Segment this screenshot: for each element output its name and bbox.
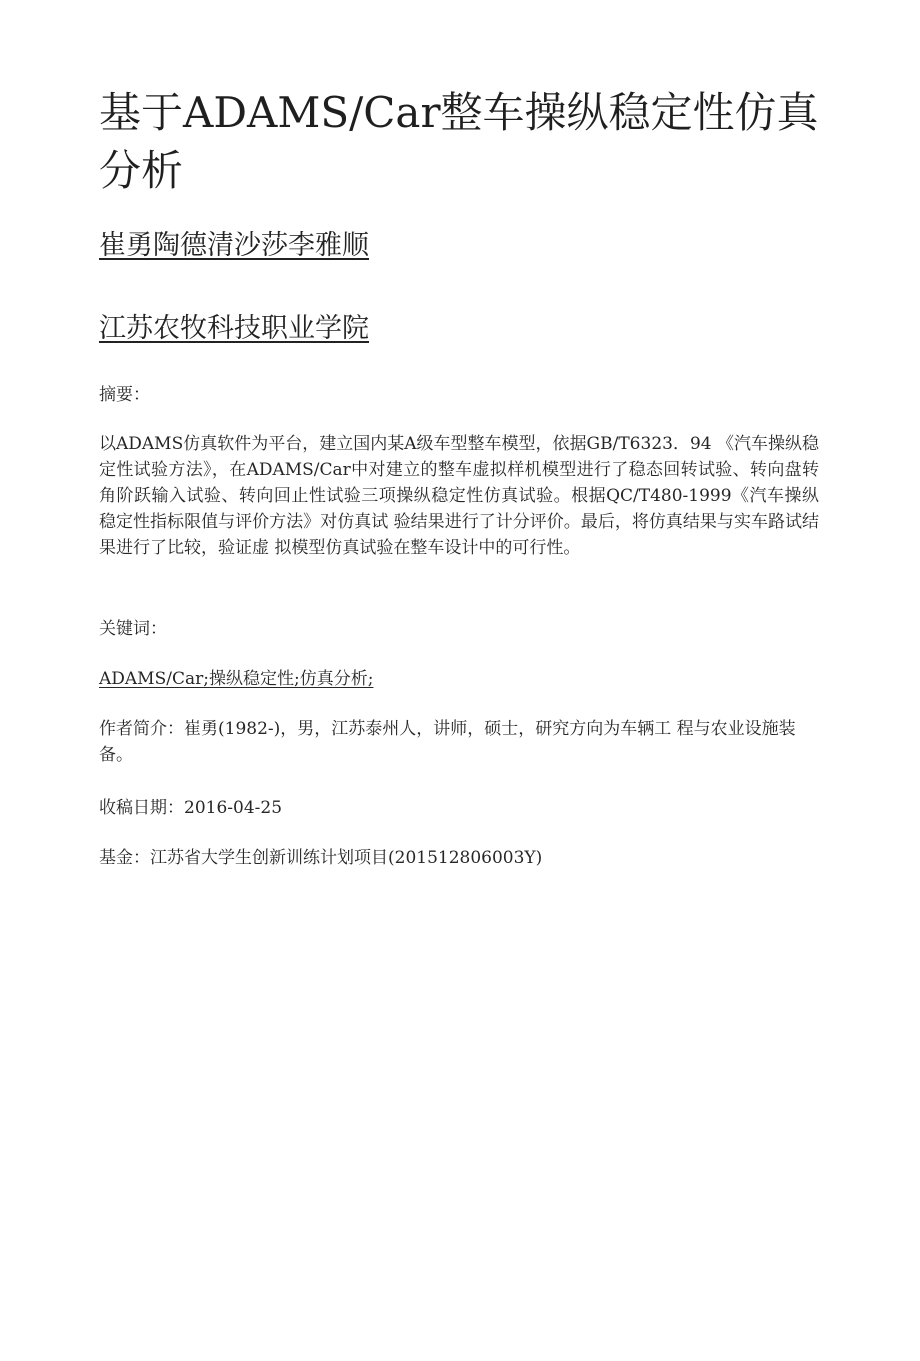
received-date: 收稿日期：2016-04-25 bbox=[99, 798, 283, 818]
abstract-label: 摘要： bbox=[99, 385, 150, 405]
affiliation[interactable]: 江苏农牧科技职业学院 bbox=[99, 313, 369, 344]
author-intro: 作者简介：崔勇(1982-)，男，江苏泰州人，讲师，硕士，研究方向为车辆工 程与农业设施装备。 bbox=[99, 719, 796, 765]
keywords-list[interactable]: ADAMS/Car;操纵稳定性;仿真分析; bbox=[99, 669, 374, 689]
fund-info: 基金：江苏省大学生创新训练计划项目(201512806003Y) bbox=[99, 848, 543, 868]
author-list[interactable]: 崔勇陶德清沙莎李雅顺 bbox=[99, 230, 369, 261]
keywords-label: 关键词： bbox=[99, 619, 167, 639]
paper-title: 基于ADAMS/Car整车操纵稳定性仿真分析 bbox=[99, 88, 819, 195]
abstract-text: 以ADAMS仿真软件为平台，建立国内某A级车型整车模型，依据GB/T6323．94 《汽车操纵稳定性试验方法》，在ADAMS/Car中对建立的整车虚拟样机模型进行了稳态回转试验、转向盘转角阶跃输入试验、转向回止性试验三项操纵稳定性仿真试验。根据QC/T480-1999《汽车操纵稳定性指标限值与评价方法》对仿真试 验结果进行了计分评价。最后，将仿真结果与实车路试结果进行了比较，验证虚 拟模型仿真试验在整车设计中的可行性。 bbox=[99, 434, 819, 558]
